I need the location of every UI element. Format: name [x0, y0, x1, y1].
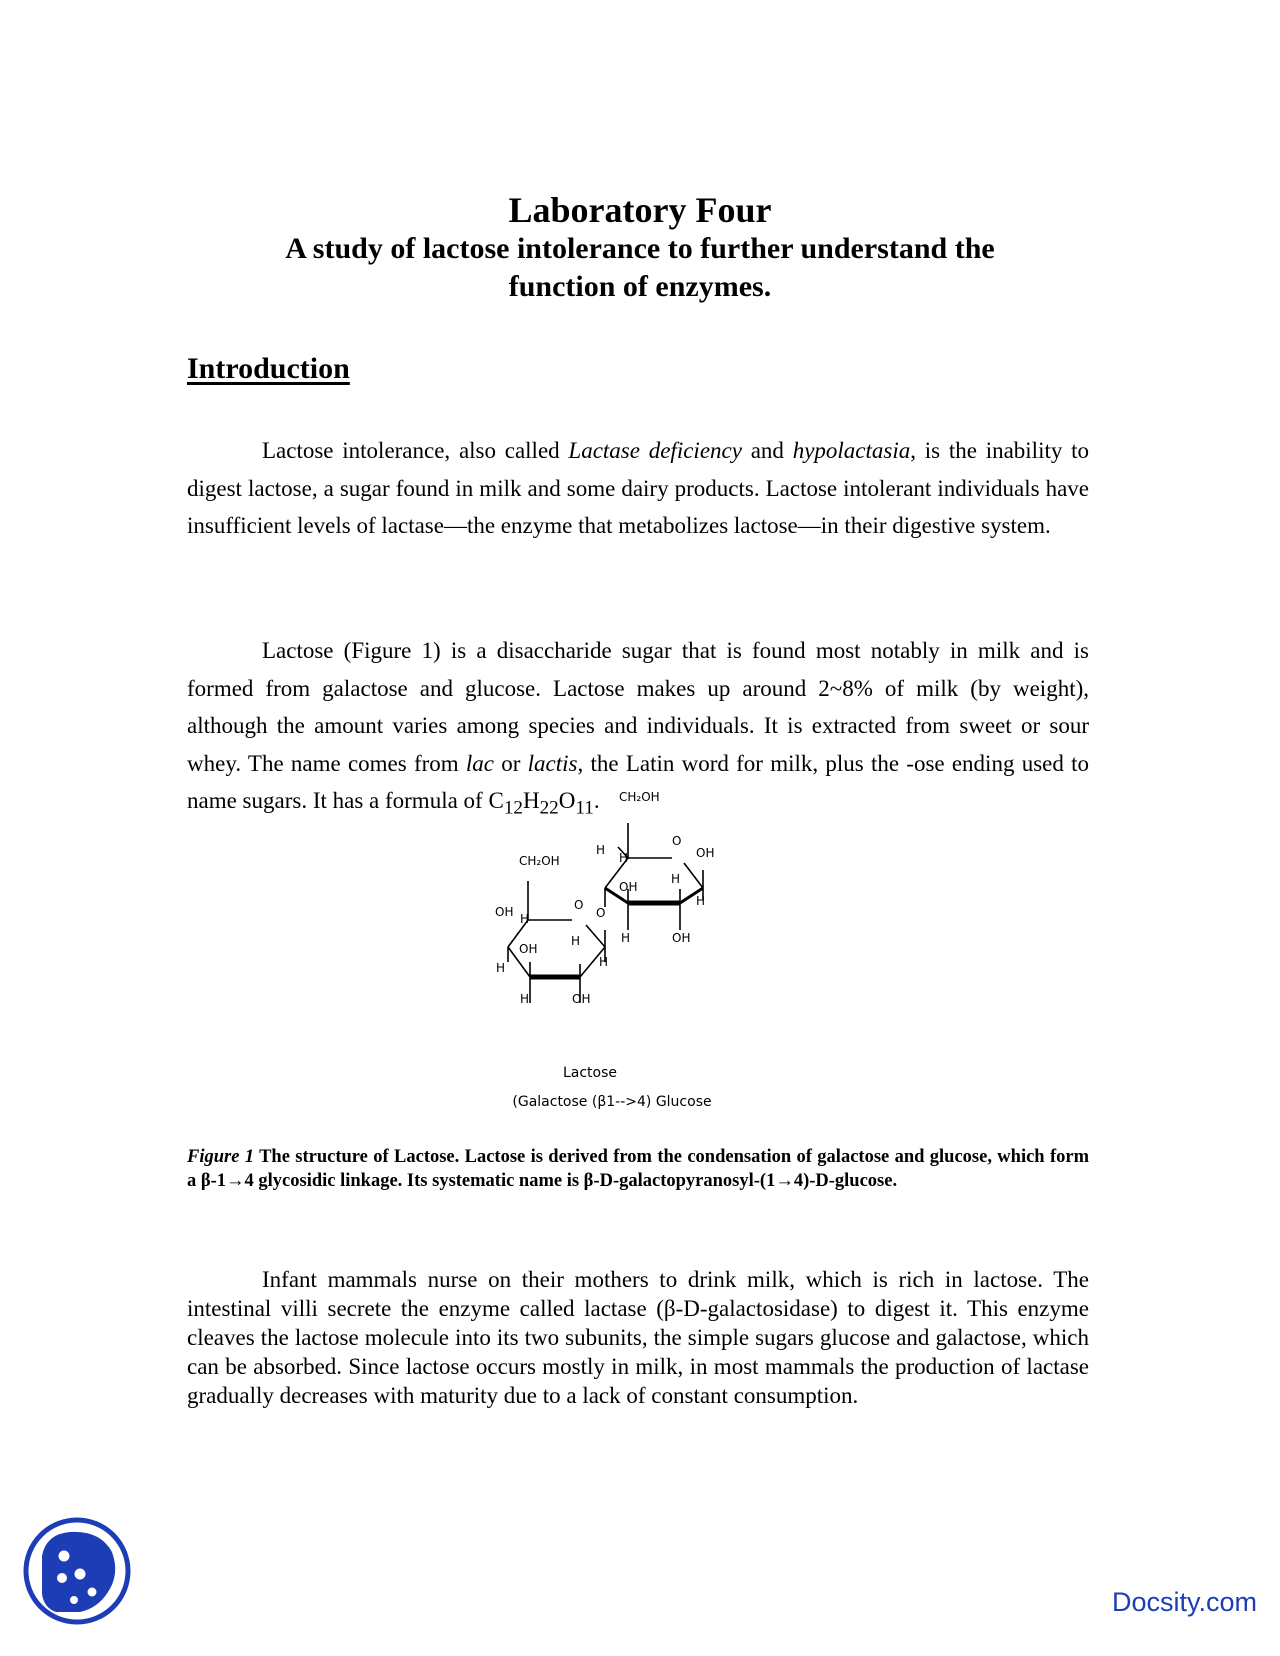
- term-hypolactasia: hypolactasia: [792, 438, 911, 463]
- figure-label-name: Lactose: [562, 1065, 618, 1081]
- atom-label-oh: OH: [619, 880, 638, 894]
- text-run: Lactose (Figure 1) is a disaccharide sugar that is found most notably in milk and is formed from galactose and glucose. Lactose makes up around 2~8% of milk (by weight), although the amount varies among species and individuals. It is extracted from sweet or sour whey. The name comes from: [187, 638, 1089, 776]
- atom-label-ch2oh: CH₂OH: [519, 854, 560, 868]
- term-lac: lac: [465, 750, 495, 776]
- docsity-logo-icon: [22, 1516, 132, 1626]
- term-lactase-deficiency: Lactase deficiency: [568, 438, 742, 463]
- atom-label-h: H: [621, 931, 631, 945]
- atom-label-h: H: [596, 843, 606, 857]
- page-title: Laboratory Four: [508, 190, 772, 230]
- atom-label-h: H: [619, 851, 629, 865]
- formula-subscript: 12: [503, 797, 523, 819]
- text-run: Lactose intolerance, also called: [262, 438, 569, 463]
- term-lactis: lactis: [527, 750, 578, 776]
- atom-label-h: H: [496, 961, 506, 975]
- atom-label-h: H: [671, 872, 681, 886]
- atom-label-h: H: [696, 894, 706, 908]
- docsity-brand-link[interactable]: Docsity.com: [1111, 1587, 1257, 1617]
- figure-label-area: [500, 1060, 780, 1120]
- text-run: or: [494, 750, 528, 776]
- atom-label-oh: OH: [495, 905, 514, 919]
- atom-label-o: O: [596, 906, 606, 920]
- atom-label-o: O: [574, 898, 584, 912]
- text-run: H: [522, 788, 540, 813]
- atom-label-oh: OH: [696, 846, 715, 860]
- formula-subscript: 11: [575, 797, 594, 819]
- figure-caption-label: Figure 1: [187, 1147, 255, 1167]
- atom-label-ch2oh: CH₂OH: [619, 790, 660, 804]
- atom-label-h: H: [520, 912, 530, 926]
- page-subtitle-line2: function of enzymes.: [508, 270, 772, 303]
- title-block: [0, 190, 1280, 306]
- atom-label-o: O: [672, 834, 682, 848]
- text-run: O: [558, 788, 576, 813]
- atom-label-h: H: [599, 955, 609, 969]
- text-run: , is the inability to digest lactose, a sugar found in milk and some dairy products. Lactose intolerant individuals have insufficient levels of lactase—the enzyme that metabolizes lactose—in their digestive system.: [187, 438, 1090, 538]
- text-run: .: [593, 788, 600, 813]
- figure-caption: [187, 1145, 1089, 1193]
- text-run: , the Latin word for milk, plus the -ose ending used to name sugars. It has a formula of C: [187, 750, 1089, 813]
- atom-label-oh: OH: [572, 992, 591, 1006]
- page-subtitle-line1: A study of lactose intolerance to further understand the: [285, 232, 995, 265]
- paragraph-intro: [187, 432, 1089, 545]
- atom-label-h: H: [571, 934, 581, 948]
- atom-label-oh: OH: [672, 931, 691, 945]
- docsity-logo-icon[interactable]: [22, 1516, 132, 1626]
- section-heading-introduction: Introduction: [187, 352, 350, 385]
- text-run: and: [741, 438, 793, 463]
- formula-subscript: 22: [539, 797, 559, 819]
- atom-label-h: H: [520, 992, 530, 1006]
- atom-label-oh: OH: [519, 942, 538, 956]
- figure-label-formula: (Galactose (β1-->4) Glucose: [512, 1094, 712, 1110]
- paragraph-infant-mammals: Infant mammals nurse on their mothers to drink milk, which is rich in lactose. The intestinal villi secrete the enzyme called lactase (β-D-galactosidase) to digest it. This enzyme cleaves the lactose molecule into its two subunits, the simple sugars glucose and galactose, which can be absorbed. Since lactose occurs mostly in milk, in most mammals the production of lactase gradually decreases with maturity due to a lack of constant consumption.: [187, 1267, 1089, 1408]
- figure-caption-text: The structure of Lactose. Lactose is derived from the condensation of galactose and glucose, which form a β-1→4 glycosidic linkage. Its systematic name is β-D-galactopyranosyl-(1→4)-D-glucose.: [187, 1147, 1089, 1191]
